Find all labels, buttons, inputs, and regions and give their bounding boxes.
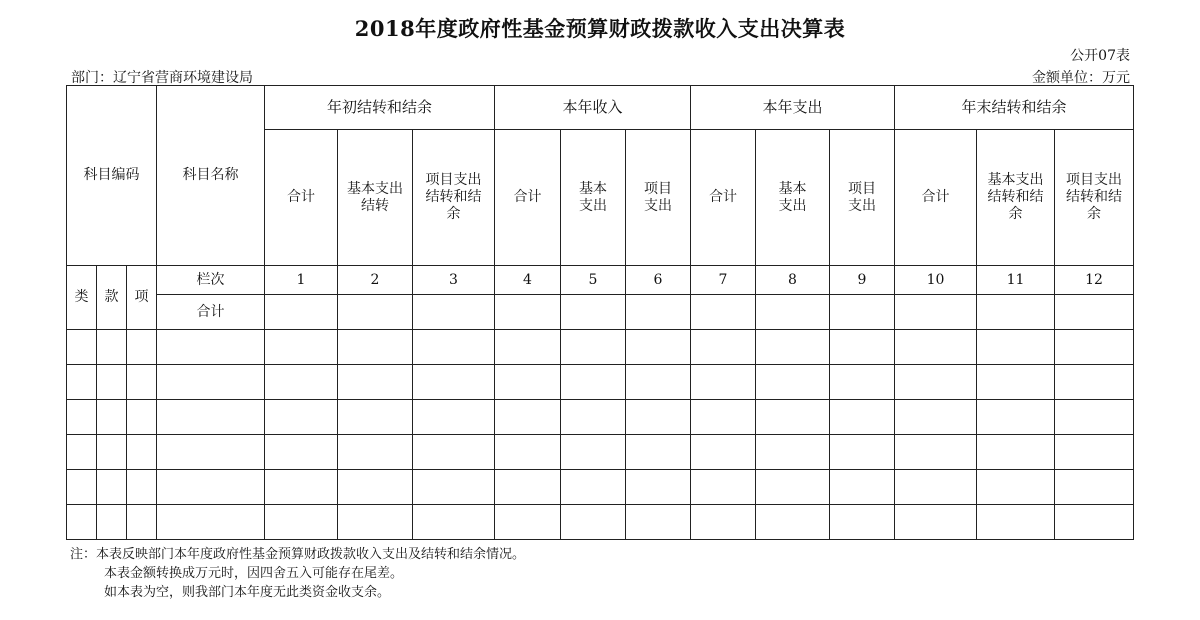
notes-section bbox=[70, 545, 525, 602]
subheader-cell: 项目支出 结转和结 余 bbox=[413, 130, 495, 266]
subheader-cell: 合计 bbox=[691, 130, 756, 266]
total-cell bbox=[830, 295, 895, 330]
total-cell bbox=[265, 295, 338, 330]
column-number: 3 bbox=[413, 266, 495, 295]
table-row bbox=[67, 470, 1134, 505]
table-row bbox=[67, 330, 1134, 365]
note-line: 如本表为空，则我部门本年度无此类资金收支余。 bbox=[104, 585, 391, 600]
header-subject-name: 科目名称 bbox=[157, 86, 265, 266]
report-table bbox=[66, 85, 1134, 540]
total-cell bbox=[1055, 295, 1134, 330]
subheader-cell: 基本 支出 bbox=[561, 130, 626, 266]
table-row bbox=[67, 365, 1134, 400]
column-number: 2 bbox=[338, 266, 413, 295]
header-subject-code: 科目编码 bbox=[67, 86, 157, 266]
subheader-cell: 项目支出 结转和结 余 bbox=[1055, 130, 1134, 266]
total-cell bbox=[413, 295, 495, 330]
column-number-row bbox=[67, 266, 1134, 295]
column-number: 12 bbox=[1055, 266, 1134, 295]
code-col-section: 款 bbox=[97, 266, 127, 330]
subheader-cell: 项目 支出 bbox=[626, 130, 691, 266]
column-number: 9 bbox=[830, 266, 895, 295]
subheader-cell: 基本支出 结转和结 余 bbox=[977, 130, 1055, 266]
column-number: 6 bbox=[626, 266, 691, 295]
column-number: 4 bbox=[495, 266, 561, 295]
header-group-closing-balance: 年末结转和结余 bbox=[895, 86, 1134, 130]
subheader-cell: 合计 bbox=[265, 130, 338, 266]
column-number: 5 bbox=[561, 266, 626, 295]
total-cell bbox=[691, 295, 756, 330]
total-row-label: 合计 bbox=[157, 295, 265, 330]
table-row bbox=[67, 400, 1134, 435]
column-number: 10 bbox=[895, 266, 977, 295]
note-line: 本表金额转换成万元时，因四舍五入可能存在尾差。 bbox=[104, 566, 404, 581]
total-cell bbox=[626, 295, 691, 330]
header-group-current-income: 本年收入 bbox=[495, 86, 691, 130]
column-number-label: 栏次 bbox=[157, 266, 265, 295]
total-cell bbox=[561, 295, 626, 330]
total-cell bbox=[756, 295, 830, 330]
total-cell bbox=[895, 295, 977, 330]
subheader-cell: 基本 支出 bbox=[756, 130, 830, 266]
code-col-item: 项 bbox=[127, 266, 157, 330]
column-number: 11 bbox=[977, 266, 1055, 295]
table-row bbox=[67, 505, 1134, 540]
department-label: 部门：辽宁省营商环境建设局 bbox=[71, 70, 253, 86]
form-code: 公开07表 bbox=[1070, 48, 1130, 64]
page-title: 2018年度政府性基金预算财政拨款收入支出决算表 bbox=[354, 16, 846, 41]
total-cell bbox=[338, 295, 413, 330]
column-number: 1 bbox=[265, 266, 338, 295]
column-number: 8 bbox=[756, 266, 830, 295]
subheader-cell: 项目 支出 bbox=[830, 130, 895, 266]
total-cell bbox=[977, 295, 1055, 330]
header-group-opening-balance: 年初结转和结余 bbox=[265, 86, 495, 130]
column-number: 7 bbox=[691, 266, 756, 295]
subheader-cell: 基本支出 结转 bbox=[338, 130, 413, 266]
table-row bbox=[67, 435, 1134, 470]
total-row bbox=[67, 295, 1134, 330]
amount-unit-label: 金额单位：万元 bbox=[1032, 70, 1130, 86]
header-group-current-expenditure: 本年支出 bbox=[691, 86, 895, 130]
note-line: 注：本表反映部门本年度政府性基金预算财政拨款收入支出及结转和结余情况。 bbox=[70, 547, 526, 562]
subheader-cell: 合计 bbox=[895, 130, 977, 266]
total-cell bbox=[495, 295, 561, 330]
code-col-category: 类 bbox=[67, 266, 97, 330]
subheader-cell: 合计 bbox=[495, 130, 561, 266]
